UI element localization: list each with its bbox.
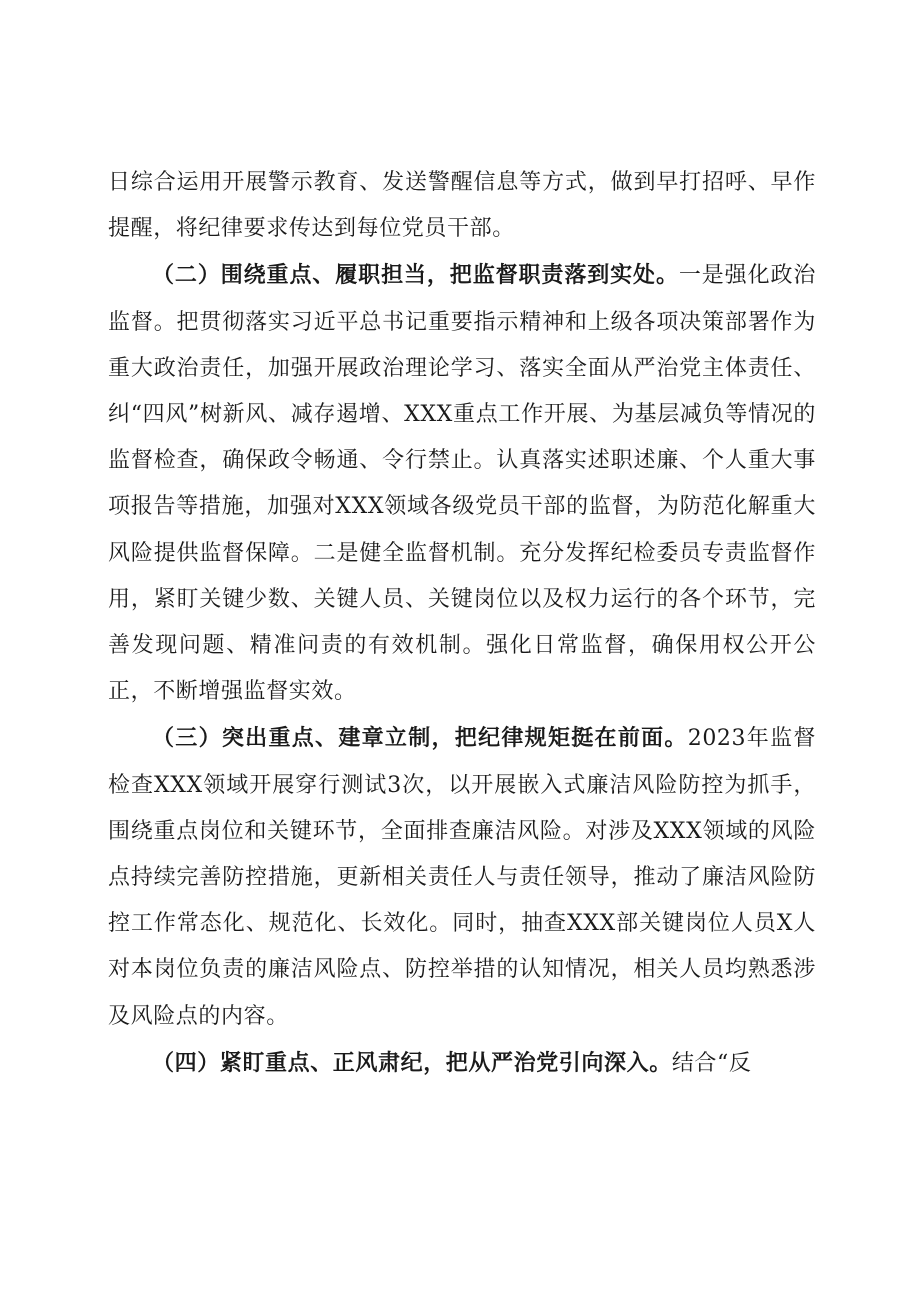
paragraph-section-2 [108,252,816,715]
paragraph-text: 结合“反 [671,1050,752,1076]
paragraph-continuation [108,160,816,252]
section-heading: （三）突出重点、建章立制，把纪律规矩挺在前面。 [152,725,688,752]
section-heading: （四）紧盯重点、正风肃纪，把从严治党引向深入。 [152,1049,672,1076]
paragraph-section-4 [108,1040,816,1087]
paragraph-text: 日综合运用开展警示教育、发送警醒信息等方式，做到早打招呼、早作提醒，将纪律要求传达到每位党员干部。 [108,170,816,242]
paragraph-text: 2023年监督检查XXX领域开展穿行测试3次，以开展嵌入式廉洁风险防控为抓手，围绕重点岗位和关键环节，全面排查廉洁风险。对涉及XXX领域的风险点持续完善防控措施，更新相关责任人与责任领导，推动了廉洁风险防控工作常态化、规范化、长效化。同时，抽查XXX部关键岗位人员X人对本岗位负责的廉洁风险点、防控举措的认知情况，相关人员均熟悉涉及风险点的内容。 [108,726,816,1029]
paragraph-text: 一是强化政治监督。把贯彻落实习近平总书记重要指示精神和上级各项决策部署作为重大政治责任，加强开展政治理论学习、落实全面从严治党主体责任、纠“四风”树新风、减存遏增、XXX重点工作开展、为基层减负等情况的监督检查，确保政令畅通、令行禁止。认真落实述职述廉、个人重大事项报告等措施，加强对XXX领域各级党员干部的监督，为防范化解重大风险提供监督保障。二是健全监督机制。充分发挥纪检委员专责监督作用，紧盯关键少数、关键人员、关键岗位以及权力运行的各个环节，完善发现问题、精准问责的有效机制。强化日常监督，确保用权公开公正，不断增强监督实效。 [108,263,816,705]
document-body [108,160,816,1087]
section-heading: （二）围绕重点、履职担当，把监督职责落到实处。 [152,262,679,289]
paragraph-section-3 [108,715,816,1039]
